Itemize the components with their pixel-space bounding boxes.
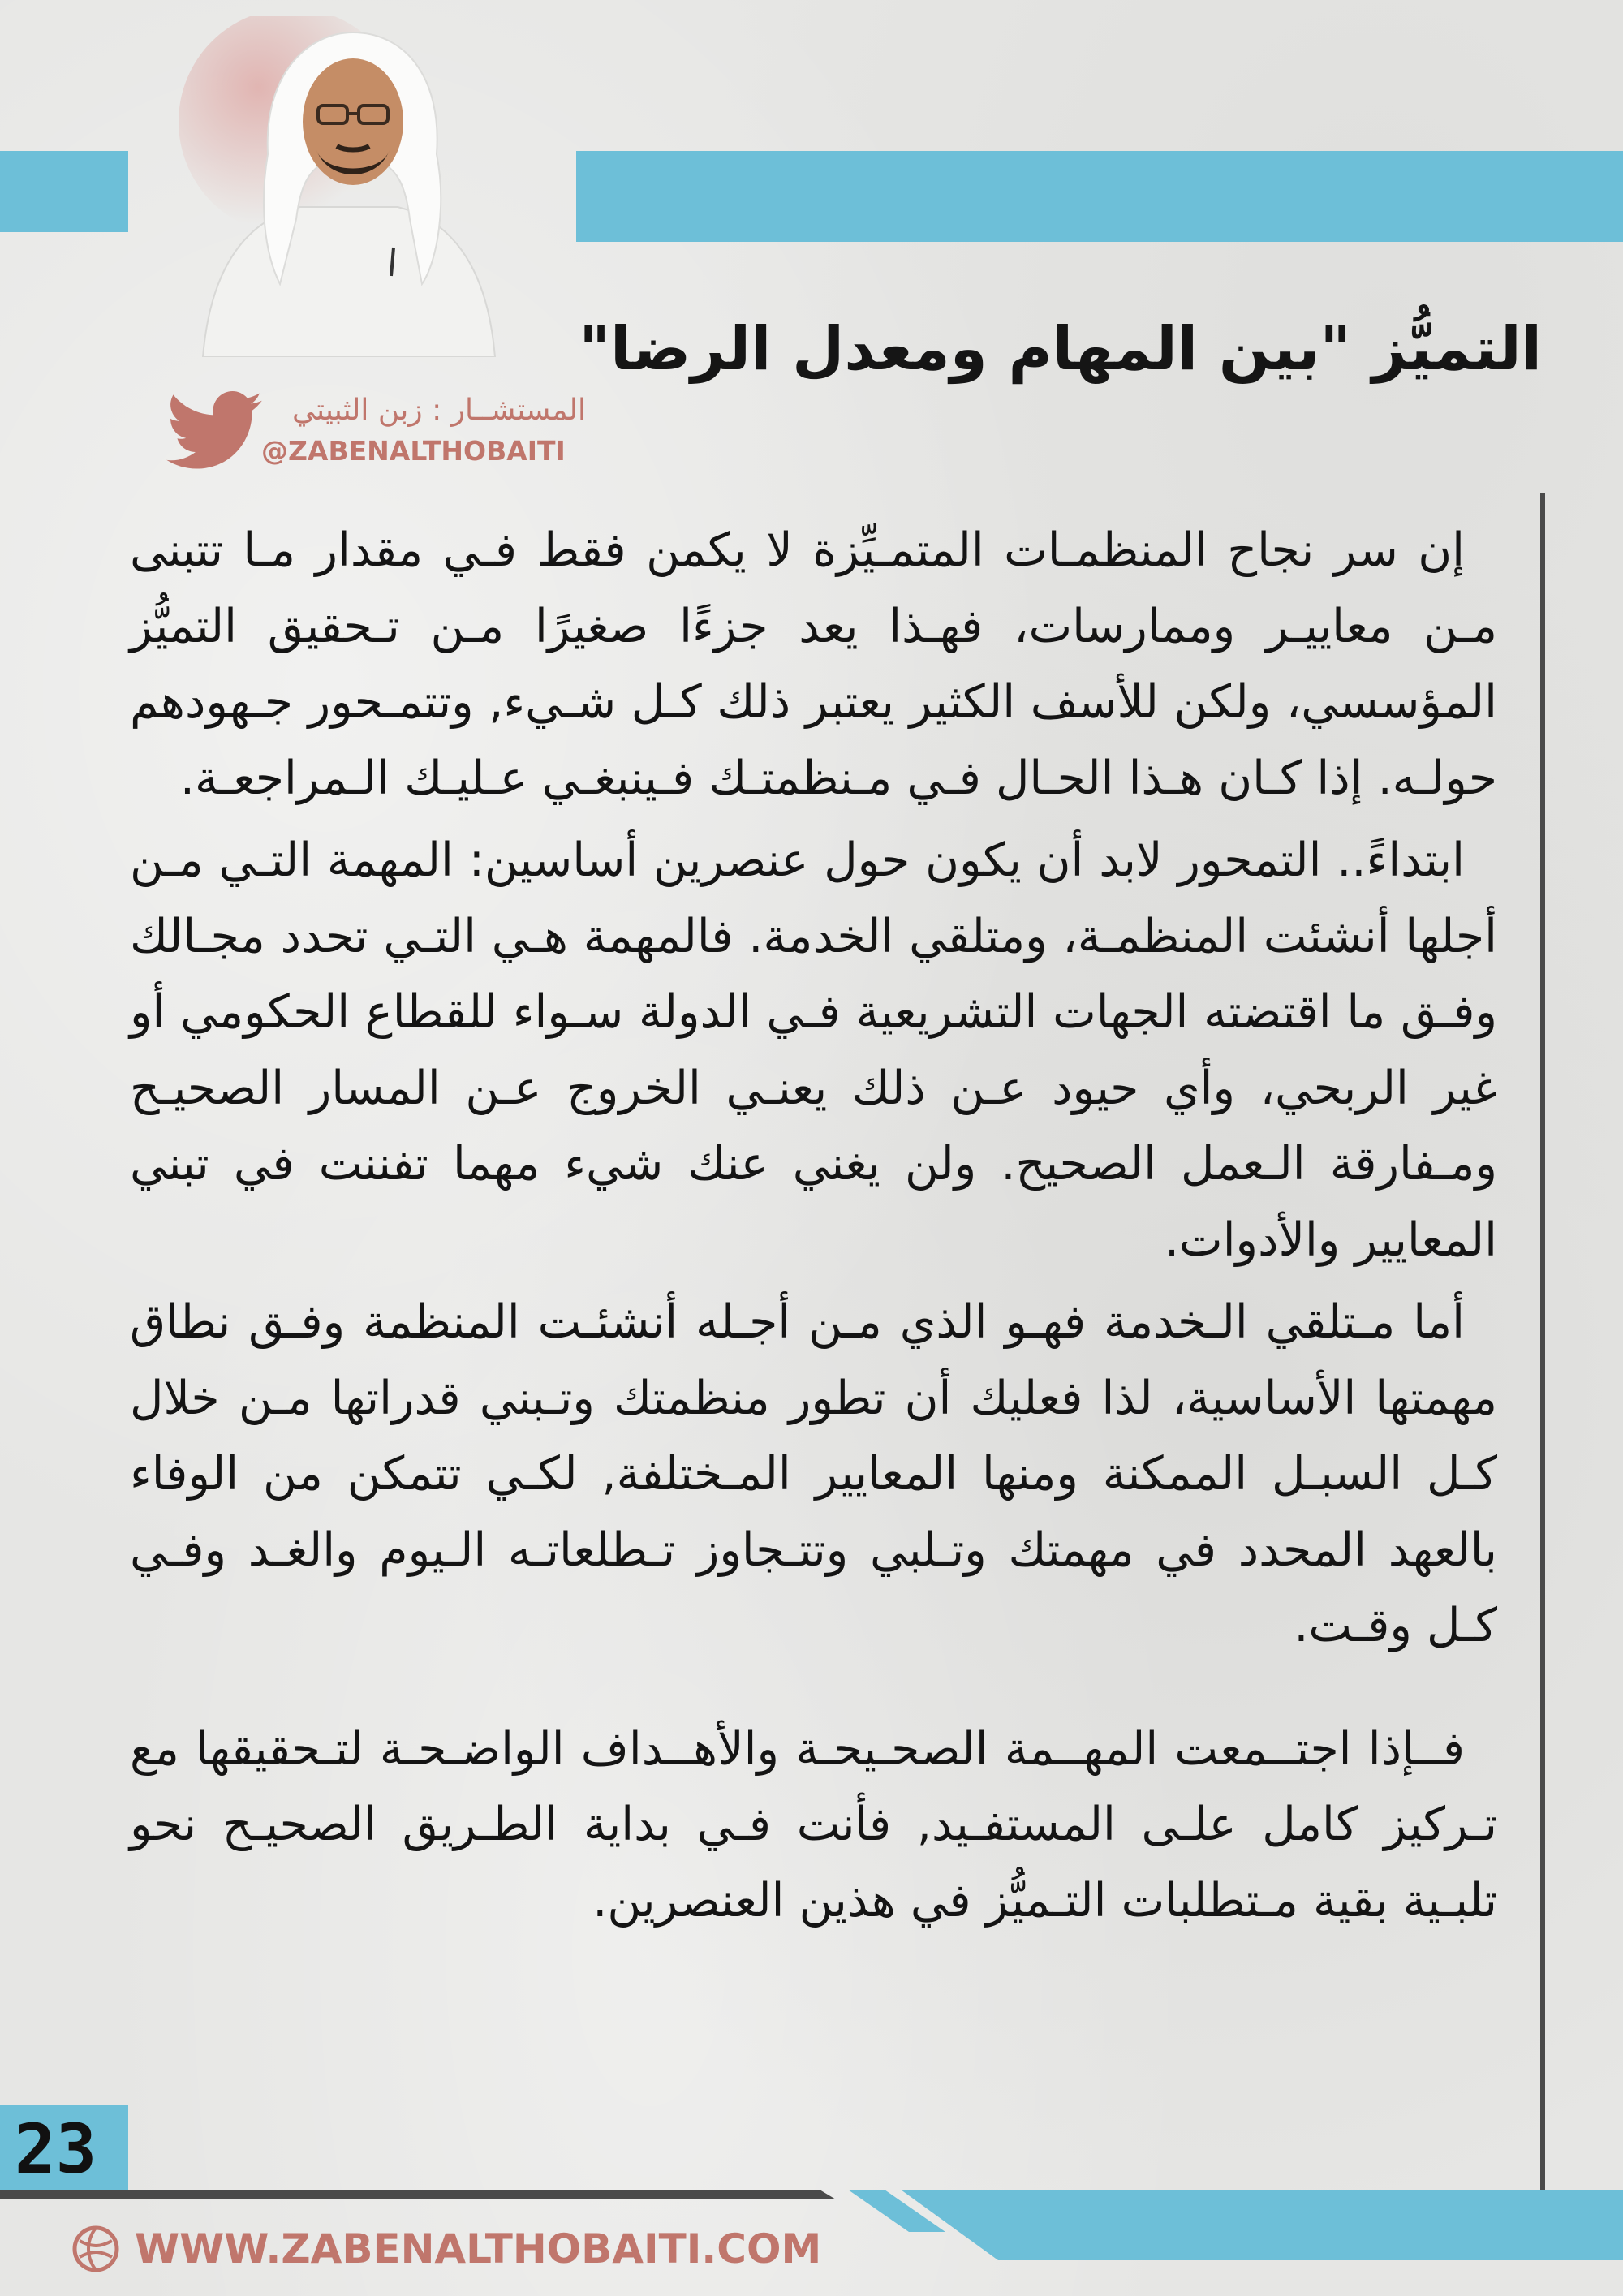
- author-portrait: [179, 16, 519, 357]
- article-paragraph: ابتداءً.. التمحور لابد أن يكون حول عنصرين أساسين: المهمة التـي مـن أجلها أنشئت المنظمـة، ومتلقي الخدمة. فالمهمة هـي التـي تحدد مجـالك وفـق ما اقتضته الجهات التشريعية فـي الدولة سـواء للقطاع الحكومي أو غير الربحي، وأي حيود عـن ذلك يعنـي الخروج عـن المسار الصحيـح ومـفارقة الـعمل الصحيح. ولن يغني عنك شيء مهما تفننت في تبني المعايير والأدوات.: [130, 834, 1497, 1267]
- header-band-right: [576, 151, 1623, 242]
- article-paragraph: أما مـتلقي الـخدمة فهـو الذي مـن أجـله أنشئـت المنظمة وفـق نطاق مهمتها الأساسية، لذا فعليك أن تطور منظمتك وتـبني قدراتها مـن خلال كـل السبـل الممكنة ومنها المعايير المـختلفة, لكـي تتمكن من الوفاء بالعهد المحدد في مهمتك وتـلبي وتتـجاوز تـطلعاتـه الـيوم والغـد وفـي كـل وقـت.: [130, 1295, 1497, 1652]
- article-body: [130, 513, 1497, 2144]
- author-label: المستشــار : زبن الثبيتي: [291, 394, 586, 427]
- header-band-left: [0, 151, 128, 232]
- website-link[interactable]: WWW.ZABENALTHOBAITI.COM: [135, 2225, 822, 2272]
- vertical-rule: [1540, 493, 1545, 2190]
- page-title: التميُّز "بين المهام ومعدل الرضا": [579, 314, 1542, 384]
- page-number: 23: [15, 2109, 97, 2189]
- article-paragraph: فــإذا اجتــمعت المهــمة الصحـيحـة والأهــداف الواضـحـة لتـحقيقها مع تـركيز كامل علـى المستفـيد, فأنت فـي بداية الطـريق الصحيـح نحو تلبـية بقية مـتطلبات التـميُّز في هذين العنصرين.: [130, 1721, 1497, 1928]
- twitter-handle[interactable]: @ZABENALTHOBAITI: [261, 435, 566, 467]
- twitter-bird-icon: [166, 391, 262, 471]
- article-paragraph: إن سر نجاح المنظمـات المتمـيِّزة لا يكمن فقط فـي مقدار مـا تتبنى مـن معاييـر وممارسات، فهـذا يعد جزءًا صغيرًا مـن تـحقيق التميُّز المؤسسي، ولكن للأسف الكثير يعتبر ذلك كـل شـيء, وتتمـحور جـهودهم حولـه. إذا كـان هـذا الحـال فـي مـنظمتـك فـينبغـي عـليـك الـمراجعـة.: [130, 523, 1497, 805]
- globe-icon: [71, 2225, 120, 2273]
